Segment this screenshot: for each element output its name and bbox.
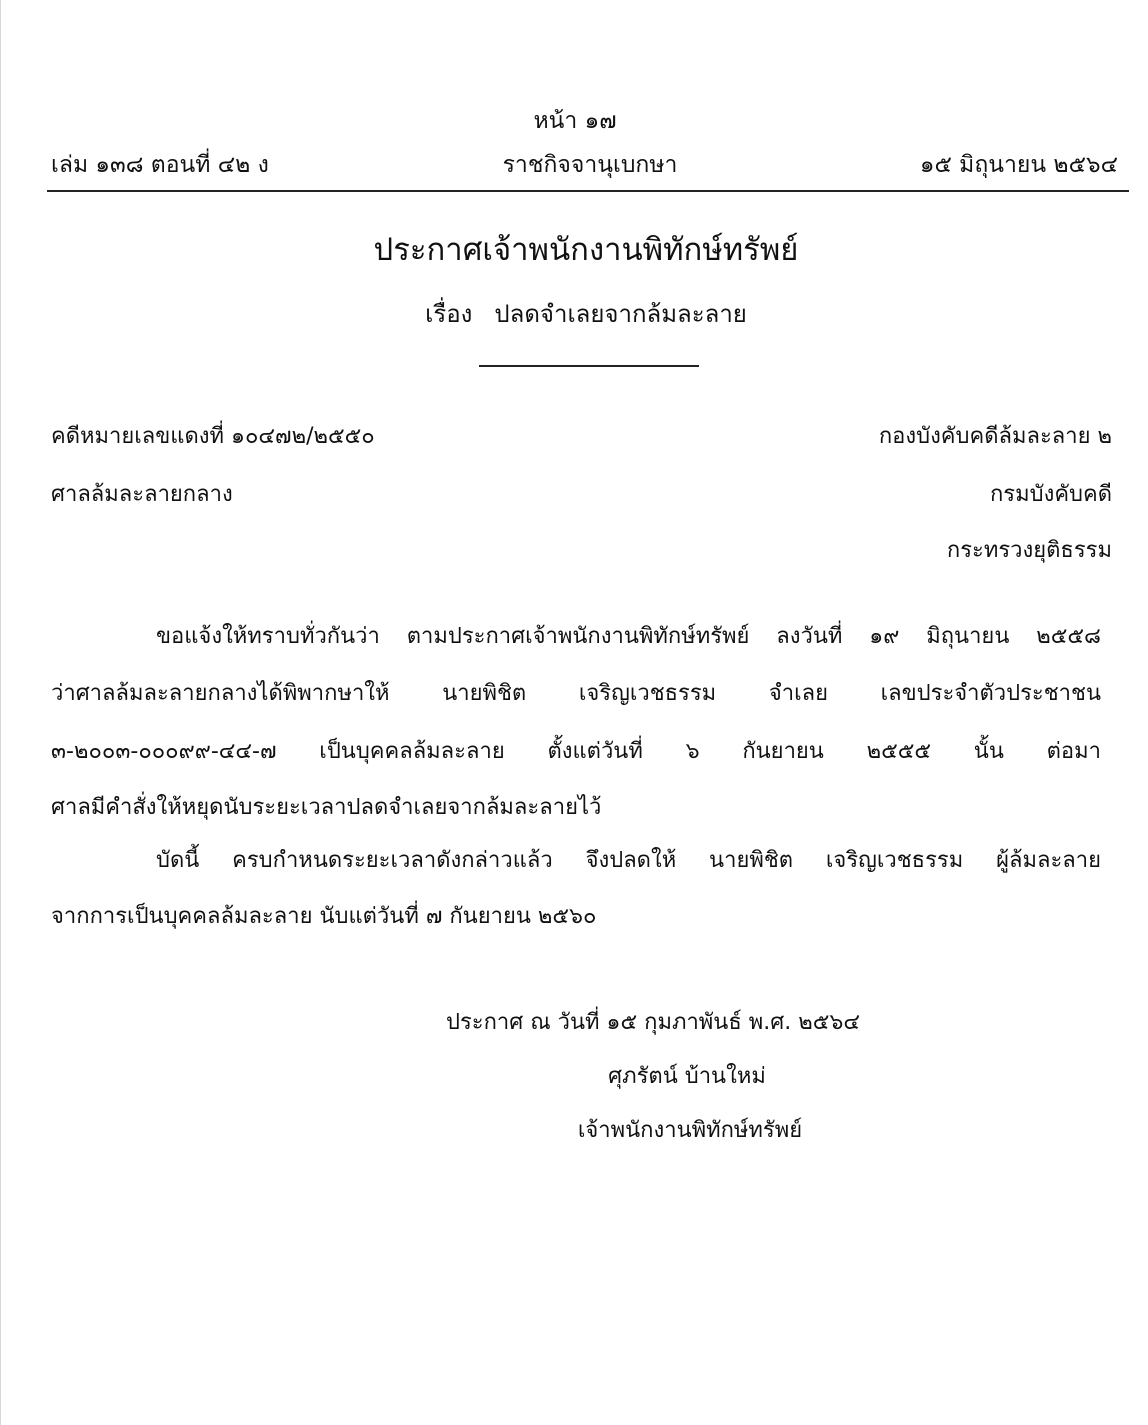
- paragraph-1-line: ว่าศาลล้มละลายกลางได้พิพากษาให้ นายพิชิต เจริญเวชธรรม จำเลย เลขประจำตัวประชาชน: [51, 681, 1101, 706]
- signatory-position: เจ้าพนักงานพิทักษ์ทรัพย์: [577, 1118, 803, 1143]
- office-name: กองบังคับคดีล้มละลาย ๒: [878, 424, 1112, 449]
- gazette-name: ราชกิจจานุเบกษา: [502, 152, 678, 178]
- announcement-title: ประกาศเจ้าพนักงานพิทักษ์ทรัพย์: [373, 232, 799, 268]
- department-name: กรมบังคับคดี: [989, 482, 1112, 507]
- publication-date: ๑๕ มิถุนายน ๒๕๖๔: [919, 152, 1118, 178]
- title-divider: [479, 365, 699, 367]
- paragraph-2-line: จากการเป็นบุคคลล้มละลาย นับแต่วันที่ ๗ กันยายน ๒๕๖๐: [51, 904, 597, 929]
- announcement-date: ประกาศ ณ วันที่ ๑๕ กุมภาพันธ์ พ.ศ. ๒๕๖๔: [446, 1010, 860, 1035]
- subject-label: เรื่อง: [425, 300, 473, 328]
- volume-issue: เล่ม ๑๓๘ ตอนที่ ๔๒ ง: [51, 152, 269, 178]
- page-number: หน้า ๑๗: [533, 108, 617, 134]
- case-number: คดีหมายเลขแดงที่ ๑๐๔๗๒/๒๕๕๐: [51, 424, 375, 449]
- announcement-subject: [1, 294, 1148, 333]
- paragraph-2-line: บัดนี้ ครบกำหนดระยะเวลาดังกล่าวแล้ว จึงปลดให้ นายพิชิต เจริญเวชธรรม ผู้ล้มละลาย: [156, 848, 1101, 873]
- paragraph-1-line: ศาลมีคำสั่งให้หยุดนับระยะเวลาปลดจำเลยจากล้มละลายไว้: [51, 795, 602, 820]
- header-divider: [47, 190, 1129, 192]
- paragraph-1-line: ขอแจ้งให้ทราบทั่วกันว่า ตามประกาศเจ้าพนักงานพิทักษ์ทรัพย์ ลงวันที่ ๑๙ มิถุนายน ๒๕๕๘: [156, 624, 1101, 649]
- ministry-name: กระทรวงยุติธรรม: [946, 538, 1112, 563]
- paragraph-1-line: ๓-๒๐๐๓-๐๐๐๙๙-๔๔-๗ เป็นบุคคลล้มละลาย ตั้งแต่วันที่ ๖ กันยายน ๒๕๕๕ นั้น ต่อมา: [51, 739, 1101, 764]
- court-name: ศาลล้มละลายกลาง: [51, 482, 233, 507]
- subject-text: ปลดจำเลยจากล้มละลาย: [494, 300, 747, 328]
- signatory-name: ศุภรัตน์ บ้านใหม่: [608, 1064, 766, 1089]
